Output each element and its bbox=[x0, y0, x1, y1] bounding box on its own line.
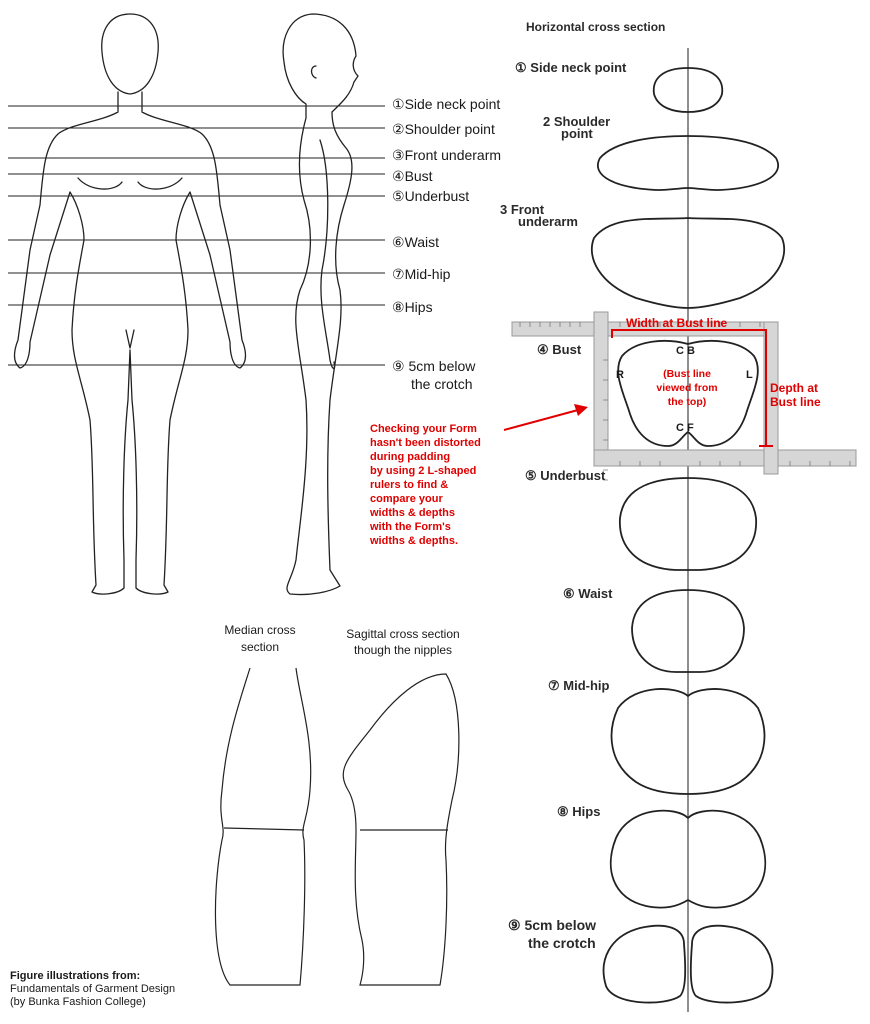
side-figure bbox=[283, 14, 358, 595]
cs-label-below-crotch: ⑨ 5cm below the crotch bbox=[508, 917, 597, 951]
cs-label-front-underarm: 3 Front underarm bbox=[500, 202, 578, 229]
cross-section-title: Horizontal cross section bbox=[526, 20, 666, 34]
level-label-below-crotch-line2: the crotch bbox=[411, 376, 473, 392]
cs-label-mid-hip: ⑦ Mid-hip bbox=[548, 678, 610, 693]
level-label-waist: ⑥Waist bbox=[392, 234, 440, 250]
cs-label-side-neck-point: ① Side neck point bbox=[515, 60, 627, 75]
bust-view-label: (Bust line viewed from the top) bbox=[656, 368, 718, 408]
left-side-label: L bbox=[746, 369, 753, 381]
level-label-bust: ④Bust bbox=[392, 168, 433, 184]
level-label-shoulder-point: ②Shoulder point bbox=[392, 121, 495, 137]
instructions-text: Checking your Form hasn't been distorted during padding by using 2 L-shaped rulers to find & compare your widths & depths with the Form's widths & depths. bbox=[370, 423, 481, 547]
cs-label-hips: ⑧ Hips bbox=[557, 804, 601, 819]
right-side-label: R bbox=[616, 369, 624, 381]
level-lines bbox=[8, 106, 385, 365]
median-section bbox=[215, 668, 310, 985]
cf-label: C F bbox=[676, 422, 694, 434]
cs-label-underbust: ⑤ Underbust bbox=[525, 468, 606, 483]
level-label-hips: ⑧Hips bbox=[392, 299, 433, 315]
width-at-bust-line-label: Width at Bust line bbox=[626, 316, 728, 330]
level-label-underbust: ⑤Underbust bbox=[392, 188, 470, 204]
level-label-mid-hip: ⑦Mid-hip bbox=[392, 266, 451, 282]
depth-at-bust-line-label: Depth at Bust line bbox=[770, 381, 821, 409]
level-label-front-underarm: ③Front underarm bbox=[392, 147, 502, 163]
sagittal-section-title: Sagittal cross section though the nipples bbox=[346, 627, 460, 657]
sagittal-section bbox=[343, 674, 459, 985]
cb-label: C B bbox=[676, 345, 695, 357]
arrow-head bbox=[574, 404, 588, 416]
credits: Figure illustrations from: Fundamentals of Garment Design (by Bunka Fashion College) bbox=[10, 970, 176, 1008]
level-label-side-neck-point: ①Side neck point bbox=[392, 96, 501, 112]
cs-label-waist: ⑥ Waist bbox=[563, 586, 613, 601]
cs-label-bust: ④ Bust bbox=[537, 342, 582, 357]
level-label-below-crotch: ⑨ 5cm below bbox=[392, 358, 476, 374]
median-section-title: Median cross section bbox=[224, 623, 296, 654]
front-figure bbox=[15, 14, 246, 594]
cs-label-shoulder-point: 2 Shoulder point bbox=[543, 114, 611, 141]
